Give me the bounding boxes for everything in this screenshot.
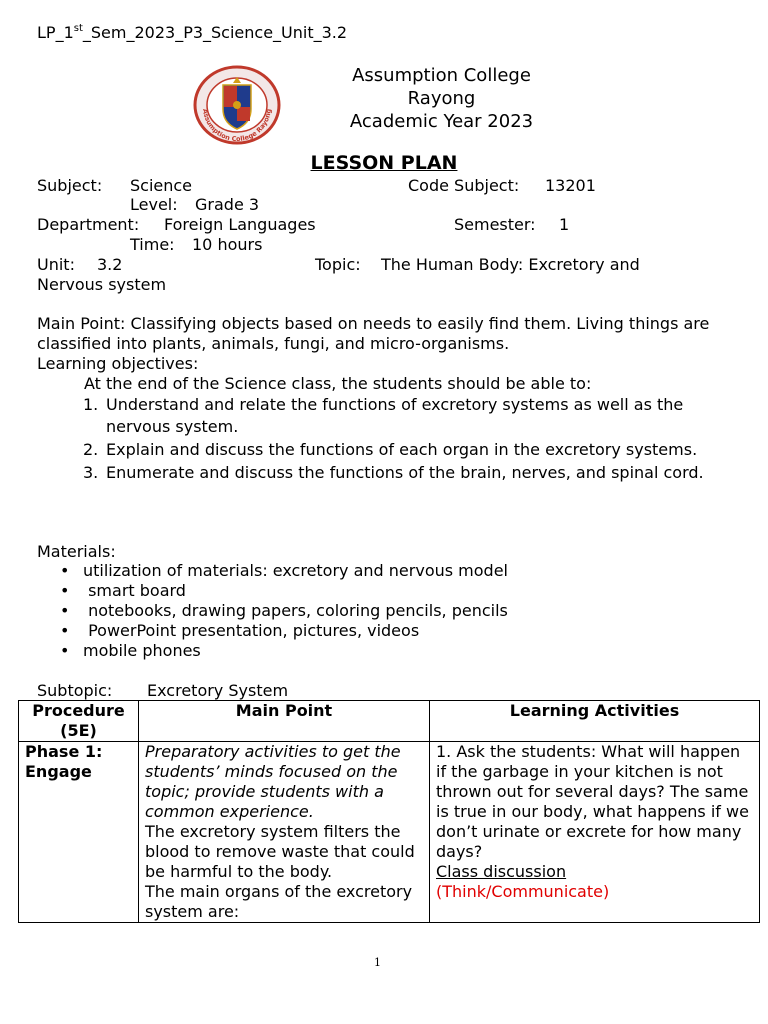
topic-value: The Human Body: Excretory and bbox=[381, 255, 640, 274]
main-point-text: The excretory system filters the blood to remove waste that could be harmful to the body. bbox=[145, 822, 415, 881]
activity-underlined: Class discussion bbox=[436, 862, 567, 881]
subject-value: Science bbox=[130, 176, 193, 195]
list-item bbox=[60, 561, 508, 581]
main-point-text-2: The main organs of the excretory system are: bbox=[145, 882, 413, 921]
objectives-list bbox=[83, 394, 733, 485]
subject-label: Subject: bbox=[37, 176, 103, 195]
unit-value: 3.2 bbox=[97, 255, 123, 274]
subtopic-label: Subtopic: bbox=[37, 681, 113, 700]
table-header-row bbox=[19, 701, 760, 742]
list-item bbox=[60, 621, 508, 641]
bullet-icon: • bbox=[60, 581, 70, 600]
table-row bbox=[19, 742, 760, 923]
objectives-heading: Learning objectives: bbox=[37, 354, 199, 373]
list-number: 2. bbox=[83, 440, 99, 459]
semester-label: Semester: bbox=[454, 215, 536, 234]
list-item-text: smart board bbox=[83, 581, 186, 600]
unit-label: Unit: bbox=[37, 255, 75, 274]
bullet-icon: • bbox=[60, 621, 70, 640]
code-subject-label: Code Subject: bbox=[408, 176, 520, 195]
time-label: Time: bbox=[130, 235, 175, 254]
column-header: Procedure (5E) bbox=[19, 701, 139, 742]
level-value: Grade 3 bbox=[195, 195, 260, 214]
list-item bbox=[60, 601, 508, 621]
activity-red-note: (Think/Communicate) bbox=[436, 882, 610, 901]
topic-label: Topic: bbox=[315, 255, 361, 274]
topic-value-continued: Nervous system bbox=[37, 275, 167, 294]
department-value: Foreign Languages bbox=[164, 215, 316, 234]
list-item bbox=[60, 641, 508, 661]
academic-year: Academic Year 2023 bbox=[349, 111, 534, 132]
main-point-italic: Preparatory activities to get the students’ minds focused on the topic; provide students with a common experience. bbox=[145, 742, 401, 821]
list-item-text: Understand and relate the functions of excretory systems as well as the nervous system. bbox=[106, 395, 684, 436]
objectives-intro: At the end of the Science class, the students should be able to: bbox=[84, 374, 592, 393]
column-header: Learning Activities bbox=[430, 701, 760, 742]
list-number: 3. bbox=[83, 463, 99, 482]
list-item bbox=[83, 462, 733, 484]
list-item bbox=[60, 581, 508, 601]
level-label: Level: bbox=[130, 195, 178, 214]
semester-value: 1 bbox=[559, 215, 570, 234]
procedure-table bbox=[18, 700, 760, 923]
bullet-icon: • bbox=[60, 641, 70, 660]
list-item bbox=[83, 439, 733, 461]
activity-text: 1. Ask the students: What will happen if the garbage in your kitchen is not thrown out for several days? The same is true in our body, what happens if we don’t urinate or excrete for how many days? bbox=[436, 742, 749, 861]
bullet-icon: • bbox=[60, 561, 70, 580]
list-number: 1. bbox=[83, 395, 99, 414]
list-item-text: utilization of materials: excretory and nervous model bbox=[83, 561, 508, 580]
document-code: LP_1st_Sem_2023_P3_Science_Unit_3.2 bbox=[37, 22, 348, 42]
list-item-text: Enumerate and discuss the functions of the brain, nerves, and spinal cord. bbox=[106, 463, 704, 482]
list-item-text: mobile phones bbox=[83, 641, 201, 660]
svg-text:Assumption College Rayong: Assumption College Rayong bbox=[200, 108, 273, 144]
column-header: Main Point bbox=[139, 701, 430, 742]
activities-cell bbox=[430, 742, 760, 923]
list-item-text: PowerPoint presentation, pictures, videos bbox=[83, 621, 420, 640]
page-title: LESSON PLAN bbox=[310, 152, 458, 174]
phase-cell: Phase 1: Engage bbox=[19, 742, 139, 923]
subtopic-value: Excretory System bbox=[147, 681, 289, 700]
list-item-text: notebooks, drawing papers, coloring pencils, pencils bbox=[83, 601, 508, 620]
main-point-cell bbox=[139, 742, 430, 923]
department-label: Department: bbox=[37, 215, 140, 234]
code-subject-value: 13201 bbox=[545, 176, 596, 195]
school-name: Assumption College bbox=[352, 65, 531, 86]
materials-list bbox=[60, 561, 508, 661]
materials-heading: Materials: bbox=[37, 542, 116, 561]
bullet-icon: • bbox=[60, 601, 70, 620]
list-item-text: Explain and discuss the functions of each organ in the excretory systems. bbox=[106, 440, 698, 459]
page-number: 1 bbox=[374, 956, 381, 969]
school-logo bbox=[193, 65, 281, 145]
list-item bbox=[83, 394, 733, 438]
main-point: Main Point: Classifying objects based on needs to easily find them. Living things are classified into plants, animals, fungi, and micro-organisms. bbox=[37, 314, 710, 353]
school-location: Rayong bbox=[407, 88, 476, 109]
time-value: 10 hours bbox=[192, 235, 263, 254]
